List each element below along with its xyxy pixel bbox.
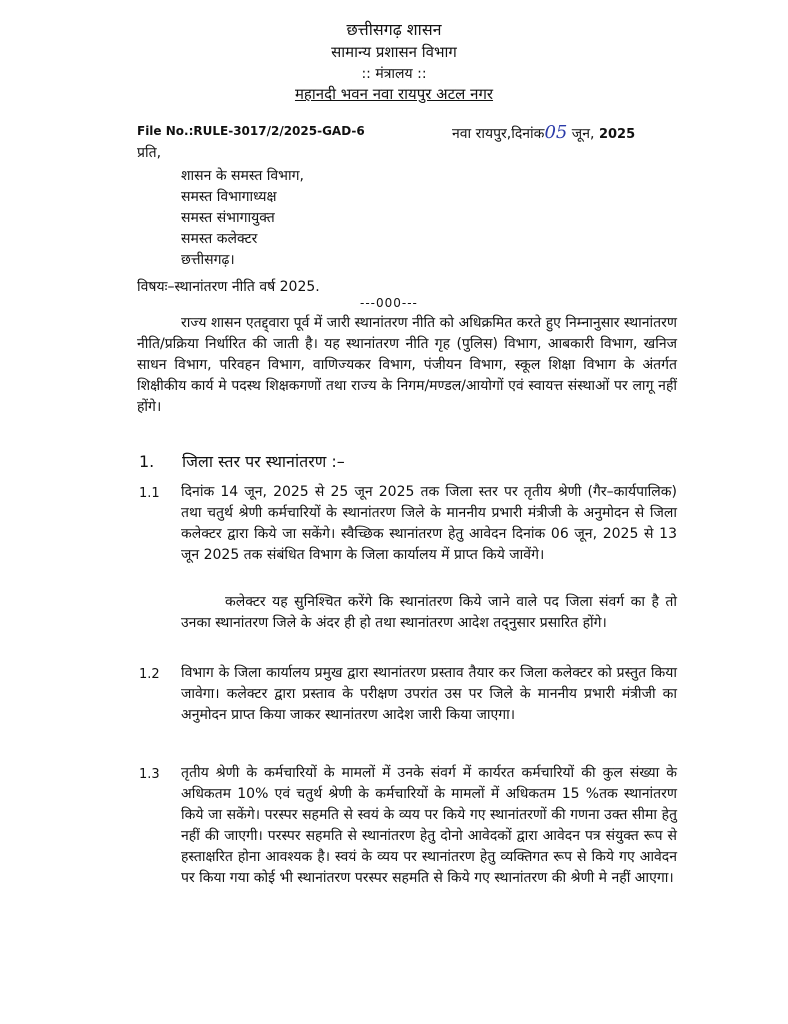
intro-paragraph: राज्य शासन एतद्द्वारा पूर्व में जारी स्थानांतरण नीति को अधिक्रमित करते हुए निम्नानुसार स्थानांतरण नीति/प्रक्रिया निर्धारित की जाती है। यह स्थानांतरण नीति गृह (पुलिस) विभाग, आबकारी विभाग, खनिज साधन विभाग, परिवहन विभाग, वाणिज्यकर विभाग, पंजीयन विभाग, स्कूल शिक्षा विभाग के अंतर्गत शिक्षीकीय कार्य मे पदस्थ शिक्षकगणों तथा राज्य के निगम/मण्डल/आयोगों एवं स्वायत्त संस्थाओं पर लागू नहीं होंगे। <box>137 315 677 415</box>
date-year: 2025 <box>594 127 636 142</box>
separator: ---000--- <box>360 296 418 310</box>
clause-text-continued: कलेक्टर यह सुनिश्चित करेंगे कि स्थानांतरण किये जाने वाले पद जिला संवर्ग का है तो उनका स्थानांतरण जिले के अंदर ही हो तथा स्थानांतरण आदेश तद्नुसार प्रसारित होंगे। <box>181 594 677 631</box>
clause-text: दिनांक 14 जून, 2025 से 25 जून 2025 तक जिला स्तर पर तृतीय श्रेणी (गैर–कार्यपालिक) तथा चतुर्थ श्रेणी कर्मचारियों के स्थानांतरण जिले के माननीय प्रभारी मंत्रीजी के अनुमोदन से जिला कलेक्टर द्वारा किये जा सकेंगे। स्वैच्छिक स्थानांतरण हेतु आवेदन दिनांक 06 जून, 2025 से 13 जून 2025 तक संबंधित विभाग के जिला कार्यालय में प्राप्त किये जावेंगे। <box>181 484 677 563</box>
clause-number: 1.2 <box>139 667 160 682</box>
recipient-line: समस्त संभागायुक्त <box>181 210 275 226</box>
date-day: 05 <box>544 122 568 143</box>
clause-number: 1.1 <box>139 486 160 501</box>
section-title: जिला स्तर पर स्थानांतरण :– <box>182 452 345 471</box>
office-address: महानदी भवन नवा रायपुर अटल नगर <box>294 85 494 103</box>
recipient-line: समस्त विभागाध्यक्ष <box>181 189 277 205</box>
date-line <box>452 122 635 143</box>
recipient-line: शासन के समस्त विभाग, <box>181 168 304 184</box>
department-name: सामान्य प्रशासन विभाग <box>331 43 457 61</box>
date-prefix: नवा रायपुर,दिनांक <box>452 126 545 142</box>
recipient-prefix: प्रति, <box>137 145 162 161</box>
recipient-line: छत्तीसगढ़। <box>181 252 235 268</box>
clause-number: 1.3 <box>139 767 160 782</box>
ministry-label: :: मंत्रालय :: <box>361 66 427 82</box>
date-month: जून, <box>567 126 595 142</box>
file-number: File No.:RULE-3017/2/2025-GAD-6 <box>137 124 365 138</box>
section-number: 1. <box>139 452 155 471</box>
government-name: छत्तीसगढ़ शासन <box>346 20 442 39</box>
clause-text: विभाग के जिला कार्यालय प्रमुख द्वारा स्थानांतरण प्रस्ताव तैयार कर जिला कलेक्टर को प्रस्तुत किया जावेगा। कलेक्टर द्वारा प्रस्ताव के परीक्षण उपरांत उस पर जिले के माननीय प्रभारी मंत्रीजी का अनुमोदन प्राप्त किया जाकर स्थानांतरण आदेश जारी किया जाएगा। <box>181 665 677 723</box>
clause-text: तृतीय श्रेणी के कर्मचारियों के मामलों में उनके संवर्ग में कार्यरत कर्मचारियों की कुल संख्या के अधिकतम 10% एवं चतुर्थ श्रेणी के कर्मचारियों के मामलों में अधिकतम 15 %तक स्थानांतरण किये जा सकेंगे। परस्पर सहमति से स्वयं के व्यय पर किये गए स्थानांतरणों की गणना उक्त सीमा हेतु नहीं की जाएगी। परस्पर सहमति से स्थानांतरण हेतु दोनो आवेदकों द्वारा आवेदन पत्र संयुक्त रूप से हस्ताक्षरित होना आवश्यक है। स्वयं के व्यय पर स्थानांतरण हेतु व्यक्तिगत रूप से किये गए आवेदन पर किया गया कोई भी स्थानांतरण परस्पर सहमति से किये गए स्थानांतरण की श्रेणी मे नहीं आएगा। <box>181 765 677 886</box>
recipient-line: समस्त कलेक्टर <box>181 231 258 247</box>
subject-line: विषयः–स्थानांतरण नीति वर्ष 2025. <box>137 279 320 295</box>
